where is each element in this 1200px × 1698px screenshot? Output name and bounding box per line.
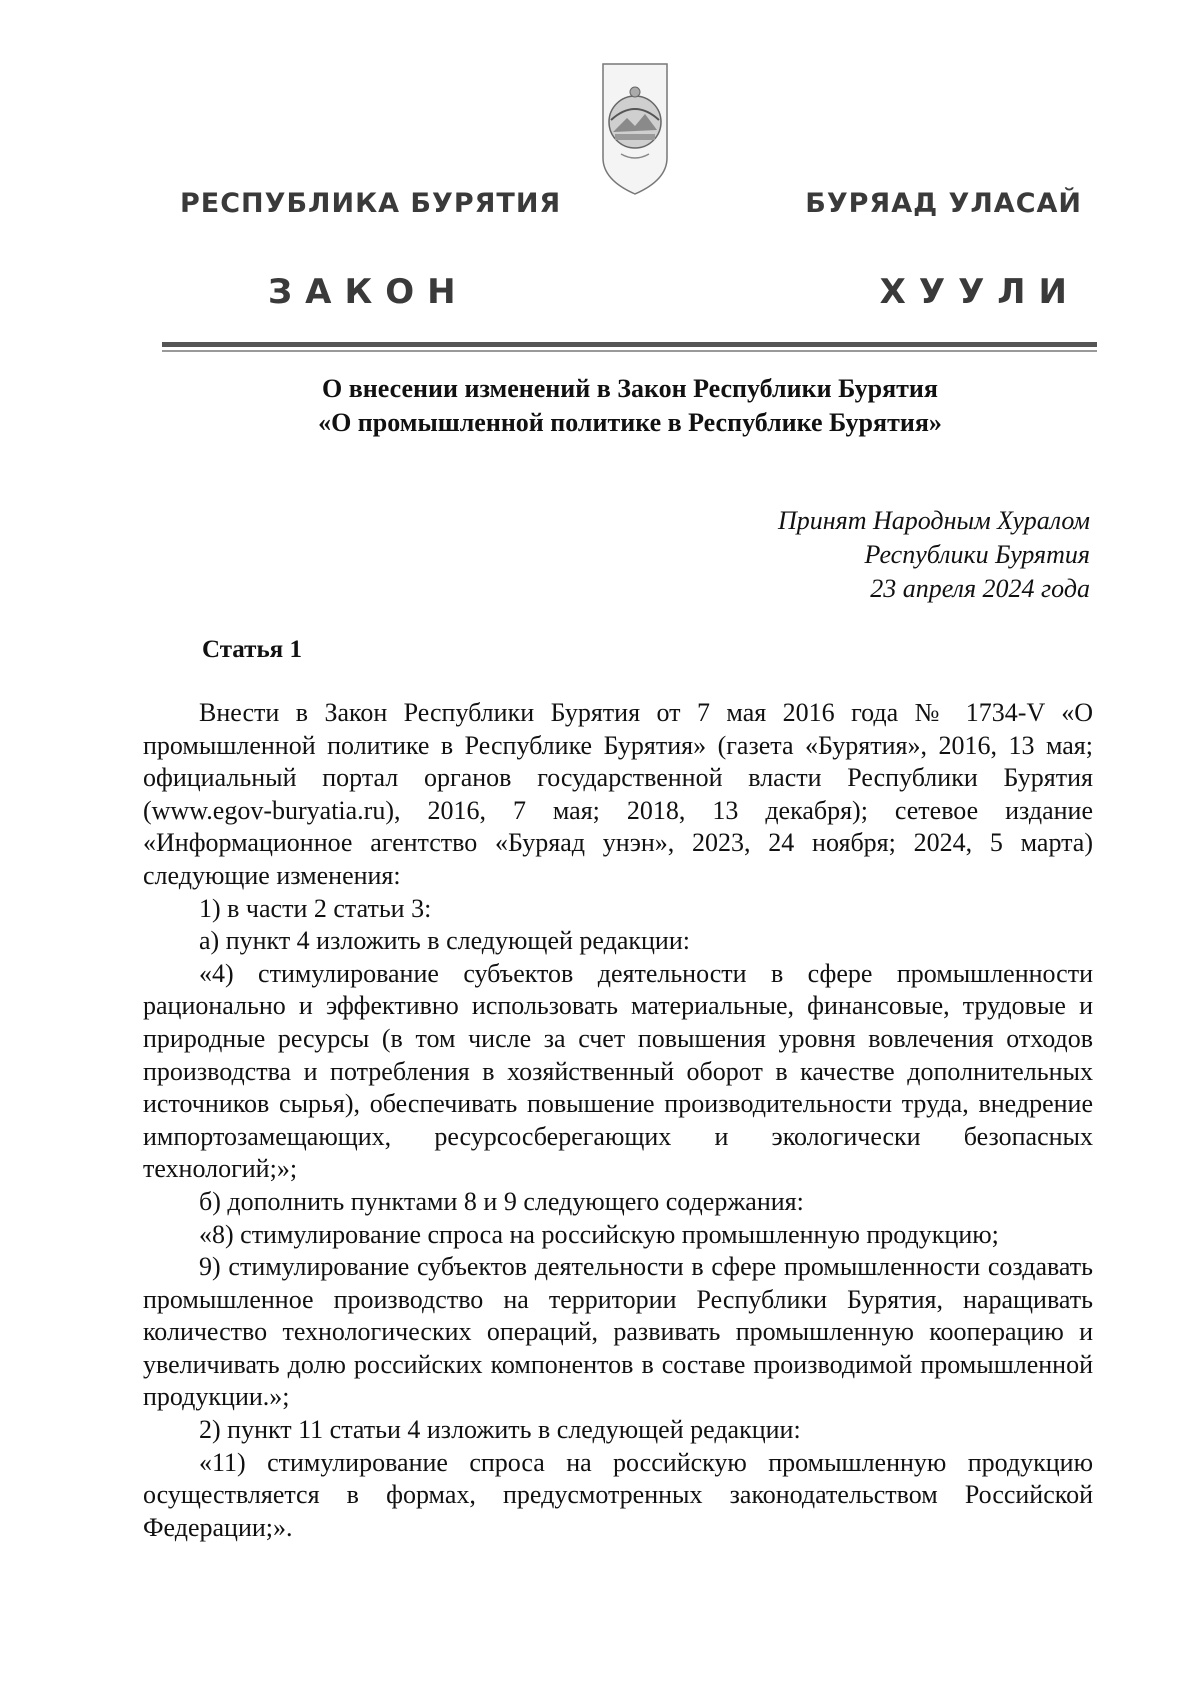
article-paragraph: «11) стимулирование спроса на российскую промышленную продукцию осуществляется в формах, предусмотренных законодательством Российской Федерации;». <box>143 1447 1093 1542</box>
article-paragraph: а) пункт 4 изложить в следующей редакции: <box>199 926 690 956</box>
header-divider-thin <box>162 350 1097 352</box>
adoption-line: Республики Бурятия <box>864 540 1090 569</box>
article-paragraph: 9) стимулирование субъектов деятельности в сфере промышленности создавать промышленное производство на территории Республики Бурятия, наращивать количество технологических операций, развивать промышленную кооперацию и увеличивать долю российских компонентов в составе производимой промышленной продукции.»; <box>143 1252 1093 1412</box>
header-divider <box>162 342 1097 347</box>
law-title-line: О внесении изменений в Закон Республики Бурятия <box>322 374 938 403</box>
republic-name-ru: РЕСПУБЛИКА БУРЯТИЯ <box>180 188 562 219</box>
adoption-line: Принят Народным Хуралом <box>777 506 1090 535</box>
law-label-ru: ЗАКОН <box>268 272 469 312</box>
law-title-line: «О промышленной политике в Республике Бурятия» <box>318 408 942 437</box>
article-paragraph: «8) стимулирование спроса на российскую промышленную продукцию; <box>199 1219 999 1249</box>
article-paragraph: Внести в Закон Республики Бурятия от 7 мая 2016 года № 1734-V «О промышленной политике в Республике Бурятия» (газета «Бурятия», 2016, 13 мая; официальный портал органов государственной власти Республики Бурятия (www.egov-buryatia.ru), 2016, 7 мая; 2018, 13 декабря); сетевое издание «Информационное агентство «Буряад унэн», 2023, 24 ноября; 2024, 5 марта) следующие изменения: <box>143 698 1093 890</box>
article-heading: Статья 1 <box>202 636 302 663</box>
article-paragraph: б) дополнить пунктами 8 и 9 следующего содержания: <box>199 1186 804 1216</box>
coat-of-arms-icon <box>599 62 671 196</box>
article-paragraph: 2) пункт 11 статьи 4 изложить в следующей редакции: <box>199 1415 801 1445</box>
article-paragraph: «4) стимулирование субъектов деятельности в сфере промышленности рационально и эффективно использовать материальные, финансовые, трудовые и природные ресурсы (в том числе за счет повышения уровня вовлечения отходов производства и потребления в хозяйственный оборот в качестве дополнительных источников сырья), обеспечивать повышение производительности труда, внедрение импортозамещающих, ресурсосберегающих и экологически безопасных технологий;»; <box>143 958 1093 1184</box>
adoption-date: 23 апреля 2024 года <box>870 574 1090 603</box>
article-body <box>143 697 1093 1544</box>
republic-name-bua: БУРЯАД УЛАСАЙ <box>805 188 1082 219</box>
law-title <box>150 372 1110 440</box>
article-paragraph: 1) в части 2 статьи 3: <box>199 893 432 923</box>
adoption-note <box>778 504 1090 606</box>
law-label-bua: ХУУЛИ <box>879 272 1080 312</box>
